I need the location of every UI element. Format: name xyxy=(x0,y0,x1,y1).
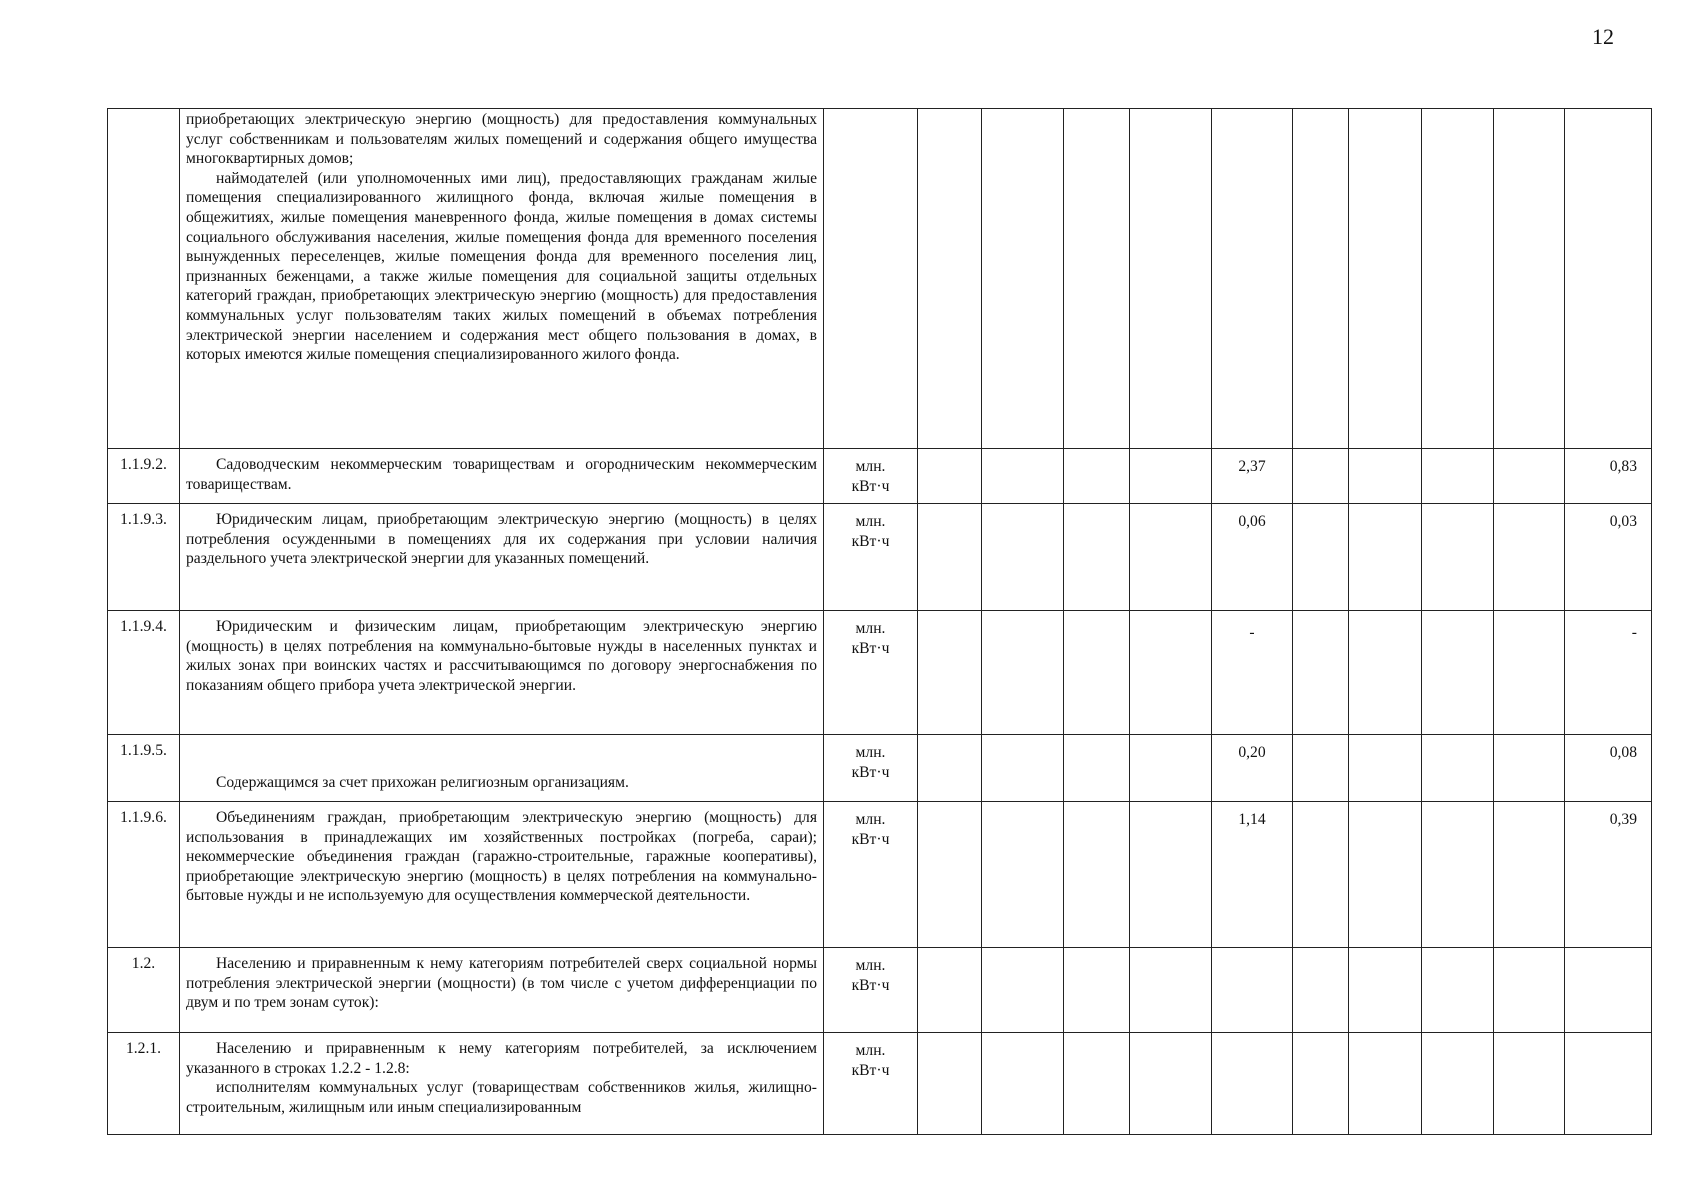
description-paragraph: Населению и приравненным к нему категориям потребителей сверх социальной нормы потребления электрической энергии (мощности) (в том числе с учетом дифференциации по двум и по трем зонам суток): xyxy=(186,955,817,1012)
row-code: 1.1.9.6. xyxy=(108,802,180,948)
row-description xyxy=(180,735,824,802)
description-paragraph: Юридическим лицам, приобретающим электрическую энергию (мощность) в целях потребления осужденными в помещениях для их содержания при условии наличия раздельного учета электрической энергии для указанных помещений. xyxy=(186,511,817,568)
table-row xyxy=(108,504,1652,611)
row-value-a: 1,14 xyxy=(1212,802,1293,948)
table-row xyxy=(108,1033,1652,1135)
row-value-b xyxy=(1565,1033,1652,1135)
row-code: 1.1.9.5. xyxy=(108,735,180,802)
row-unit: млн. кВт·ч xyxy=(824,611,918,735)
row-description xyxy=(180,611,824,735)
row-value-a xyxy=(1212,948,1293,1033)
row-value-b xyxy=(1565,109,1652,449)
row-code xyxy=(108,109,180,449)
row-code: 1.1.9.4. xyxy=(108,611,180,735)
row-value-a: 0,20 xyxy=(1212,735,1293,802)
row-code: 1.1.9.2. xyxy=(108,449,180,504)
description-paragraph: Содержащимся за счет прихожан религиозным организациям. xyxy=(216,774,629,792)
row-description xyxy=(180,504,824,611)
description-paragraph: Объединениям граждан, приобретающим электрическую энергию (мощность) для использования в принадлежащих им хозяйственных постройках (погреба, сараи); некоммерческие объединения граждан (гаражно-строительные, гаражные кооперативы), приобретающие электрическую энергию (мощность) в целях потребления на коммунально-бытовые нужды и не используемую для осуществления коммерческой деятельности. xyxy=(186,809,817,905)
row-unit: млн. кВт·ч xyxy=(824,948,918,1033)
table-row xyxy=(108,449,1652,504)
table-row xyxy=(108,735,1652,802)
row-description xyxy=(180,449,824,504)
row-description xyxy=(180,109,824,449)
row-value-b: 0,08 xyxy=(1565,735,1652,802)
row-value-b: - xyxy=(1565,611,1652,735)
description-paragraph: Юридическим и физическим лицам, приобретающим электрическую энергию (мощность) в целях потребления на коммунально-бытовые нужды в населенных пунктах и жилых зонах при воинских частях и рассчитывающимся по договору энергоснабжения по показаниям общего прибора учета электрической энергии. xyxy=(186,618,817,694)
description-paragraph: Населению и приравненным к нему категориям потребителей, за исключением указанного в строках 1.2.2 - 1.2.8: xyxy=(186,1040,817,1077)
row-unit: млн. кВт·ч xyxy=(824,802,918,948)
row-value-b: 0,03 xyxy=(1565,504,1652,611)
description-paragraph: наймодателей (или уполномоченных ими лиц), предоставляющих гражданам жилые помещения специализированного жилищного фонда, включая жилые помещения в общежитиях, жилые помещения маневренного фонда, жилые помещения в домах системы социального обслуживания населения, жилые помещения фонда для временного поселения вынужденных переселенцев, жилые помещения фонда для временного поселения лиц, признанных беженцами, а также жилые помещения для социальной защиты отдельных категорий граждан, приобретающих электрическую энергию (мощность) для предоставления коммунальных услуг пользователям таких жилых помещений в объемах потребления электрической энергии населением и содержания мест общего пользования в домах, в которых имеются жилые помещения специализированного жилого фонда. xyxy=(186,169,817,364)
row-code: 1.2. xyxy=(108,948,180,1033)
row-value-b: 0,83 xyxy=(1565,449,1652,504)
row-unit xyxy=(824,109,918,449)
row-unit: млн. кВт·ч xyxy=(824,735,918,802)
description-paragraph: приобретающих электрическую энергию (мощность) для предоставления коммунальных услуг собственникам и пользователям жилых помещений и содержания общего имущества многоквартирных домов; xyxy=(186,111,817,168)
row-value-a xyxy=(1212,109,1293,449)
row-value-a: 0,06 xyxy=(1212,504,1293,611)
table-row xyxy=(108,611,1652,735)
page-number: 12 xyxy=(1592,24,1614,49)
table-row xyxy=(108,802,1652,948)
row-unit: млн. кВт·ч xyxy=(824,1033,918,1135)
row-value-a: 2,37 xyxy=(1212,449,1293,504)
row-code: 1.2.1. xyxy=(108,1033,180,1135)
row-value-a: - xyxy=(1212,611,1293,735)
row-description xyxy=(180,802,824,948)
row-value-b xyxy=(1565,948,1652,1033)
row-code: 1.1.9.3. xyxy=(108,504,180,611)
row-value-b: 0,39 xyxy=(1565,802,1652,948)
table-row xyxy=(108,109,1652,449)
description-paragraph: Садоводческим некоммерческим товариществам и огородническим некоммерческим товариществам. xyxy=(186,456,817,493)
row-description xyxy=(180,948,824,1033)
row-unit: млн. кВт·ч xyxy=(824,504,918,611)
row-unit: млн. кВт·ч xyxy=(824,449,918,504)
description-paragraph: исполнителям коммунальных услуг (товариществам собственников жилья, жилищно-строительным, жилищным или иным специализированным xyxy=(186,1079,817,1116)
row-description xyxy=(180,1033,824,1135)
tariff-table xyxy=(107,108,1652,1135)
table-row xyxy=(108,948,1652,1033)
row-value-a xyxy=(1212,1033,1293,1135)
